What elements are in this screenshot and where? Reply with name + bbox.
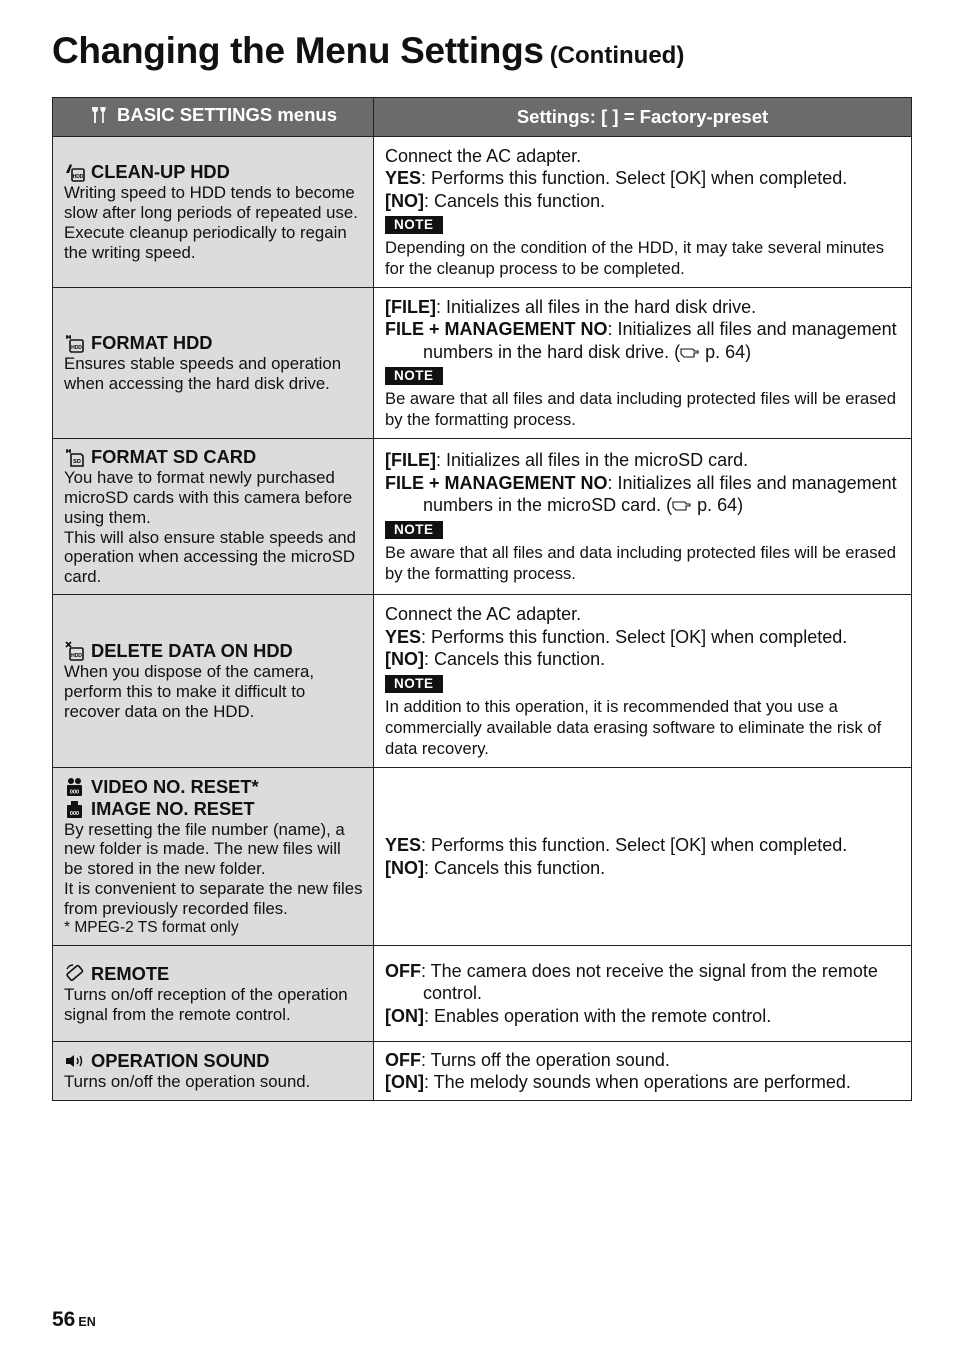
menu-item-title: OPERATION SOUND [91, 1050, 270, 1072]
table-row [53, 595, 912, 768]
table-row [53, 946, 912, 1042]
menu-item-title-2: IMAGE NO. RESET [91, 797, 255, 819]
svg-text:HDD: HDD [71, 345, 82, 352]
menu-item-desc: By resetting the file number (name), a new folder is made. The new files will be stored in the new folder. It is convenient to separate the new files from previously recorded files. [64, 819, 363, 918]
option-line: OFF: The camera does not receive the signal from the remote control. [385, 960, 878, 1004]
menu-item-title: REMOTE [91, 962, 170, 984]
note-text: In addition to this operation, it is recommended that you use a commercially available data erasing software to eliminate the risk of data recovery. [385, 696, 882, 758]
svg-text:000: 000 [69, 789, 80, 795]
note-badge: NOTE [385, 367, 443, 385]
footnote: * MPEG-2 TS format only [64, 919, 239, 937]
note-badge: NOTE [385, 675, 443, 693]
page-reference: p. 64) [697, 495, 744, 516]
settings-cell [374, 1042, 912, 1101]
settings-cell [374, 768, 912, 946]
option-line: [FILE]: Initializes all files in the microSD card. [385, 450, 749, 471]
table-row [53, 137, 912, 288]
menu-item-cell [53, 439, 374, 595]
menu-column-header-label: BASIC SETTINGS menus [117, 103, 337, 125]
menu-column-header [53, 98, 374, 137]
option-line: Connect the AC adapter. [385, 604, 582, 625]
option-line: [NO]: Cancels this function. [385, 649, 606, 670]
basic-settings-table [52, 97, 912, 1101]
option-line: YES: Performs this function. Select [OK] when completed. [385, 168, 848, 189]
menu-item-desc: You have to format newly purchased microSD cards with this camera before using them. This will also ensure stable speeds and operation when accessing the microSD card. [64, 468, 356, 587]
menu-item-desc: When you dispose of the camera, perform this to make it difficult to recover data on the HDD. [64, 662, 314, 721]
menu-item-desc: Turns on/off reception of the operation signal from the remote control. [64, 984, 348, 1024]
svg-text:SD: SD [73, 459, 81, 466]
option-line: [ON]: Enables operation with the remote control. [385, 1005, 772, 1026]
table-row [53, 768, 912, 946]
hdd-delete-icon [64, 640, 86, 662]
settings-cell [374, 137, 912, 288]
image-reset-icon [64, 798, 86, 820]
remote-icon [64, 963, 86, 985]
note-text: Be aware that all files and data including protected files will be erased by the formatting process. [385, 542, 897, 583]
menu-item-title: CLEAN-UP HDD [91, 161, 230, 183]
note-badge: NOTE [385, 521, 443, 539]
pointing-hand-icon [672, 498, 692, 512]
page-number-value: 56 [52, 1308, 76, 1331]
pointing-hand-icon [680, 345, 700, 359]
menu-item-cell [53, 946, 374, 1042]
option-line: YES: Performs this function. Select [OK] when completed. [385, 835, 848, 855]
settings-column-header: Settings: [ ] = Factory-preset [374, 98, 912, 137]
menu-item-title: FORMAT HDD [91, 332, 213, 354]
svg-text:HDD: HDD [71, 653, 82, 660]
option-line: FILE + MANAGEMENT NO: Initializes all files and management numbers in the hard disk drive. ( p. 64) [385, 319, 897, 362]
option-line: FILE + MANAGEMENT NO: Initializes all files and management numbers in the microSD card. ( p. 64) [385, 472, 897, 516]
settings-cell [374, 946, 912, 1042]
video-reset-icon [64, 776, 86, 798]
menu-item-cell [53, 1042, 374, 1101]
speaker-icon [64, 1050, 86, 1072]
hdd-format-icon [64, 332, 86, 354]
menu-item-title: VIDEO NO. RESET* [91, 775, 259, 797]
menu-item-desc: Writing speed to HDD tends to become slow after long periods of repeated use. Execute cleanup periodically to regain the writing speed. [64, 183, 358, 262]
settings-cell [374, 439, 912, 595]
settings-cell [374, 288, 912, 439]
menu-item-title: DELETE DATA ON HDD [91, 640, 293, 662]
svg-text:000: 000 [69, 810, 80, 817]
page-number [52, 1308, 96, 1332]
menu-item-desc: Ensures stable speeds and operation when accessing the hard disk drive. [64, 354, 342, 393]
option-line: Connect the AC adapter. [385, 145, 582, 166]
note-text: Depending on the condition of the HDD, it may take several minutes for the cleanup process to be completed. [385, 238, 885, 279]
option-line: [NO]: Cancels this function. [385, 857, 606, 878]
option-line: [ON]: The melody sounds when operations are performed. [385, 1072, 851, 1092]
option-line: YES: Performs this function. Select [OK] when completed. [385, 626, 848, 647]
option-line: OFF: Turns off the operation sound. [385, 1049, 670, 1070]
table-row [53, 1042, 912, 1101]
page-title-main: Changing the Menu Settings [52, 30, 544, 71]
option-line: [FILE]: Initializes all files in the hard disk drive. [385, 296, 757, 317]
table-row [53, 439, 912, 595]
menu-item-title: FORMAT SD CARD [91, 446, 257, 468]
menu-item-cell [53, 595, 374, 768]
wrench-settings-icon [89, 104, 111, 126]
menu-item-cell [53, 137, 374, 288]
menu-item-cell [53, 288, 374, 439]
option-line: [NO]: Cancels this function. [385, 190, 606, 211]
language-code: EN [78, 1315, 96, 1329]
svg-text:HDD: HDD [72, 174, 84, 181]
table-header-row [53, 98, 912, 137]
page-title [52, 30, 684, 72]
page-title-continued: (Continued) [549, 42, 685, 69]
page-reference: p. 64) [705, 341, 752, 362]
note-badge: NOTE [385, 216, 443, 234]
settings-cell [374, 595, 912, 768]
menu-item-desc: Turns on/off the operation sound. [64, 1072, 311, 1092]
hdd-cleanup-icon [64, 161, 86, 183]
menu-item-cell [53, 768, 374, 946]
note-text: Be aware that all files and data including protected files will be erased by the formatting process. [385, 389, 897, 430]
table-row [53, 288, 912, 439]
sd-card-format-icon [64, 446, 86, 468]
